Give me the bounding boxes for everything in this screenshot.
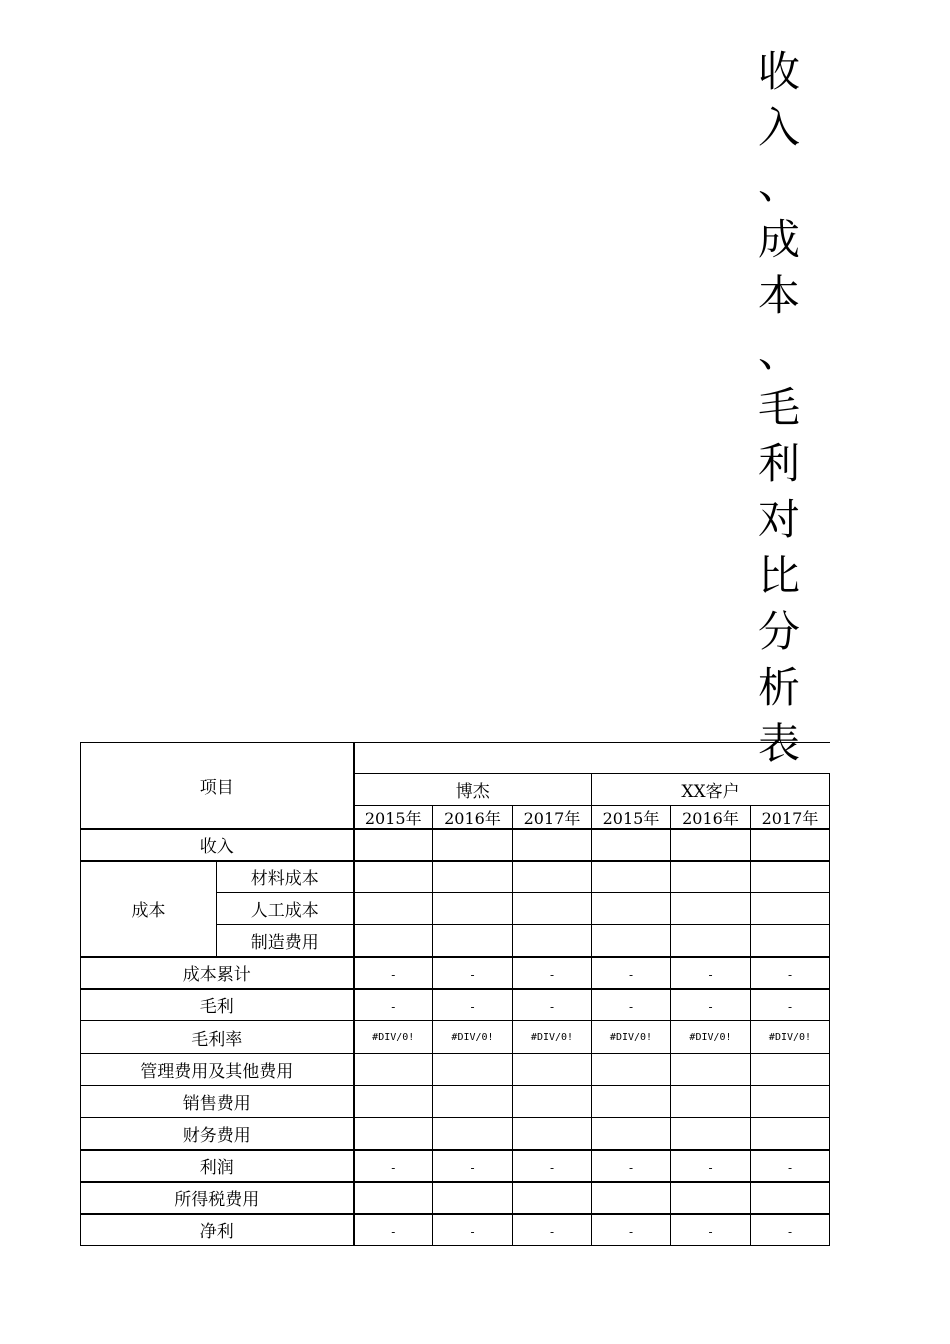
table-cell[interactable]: [513, 829, 592, 861]
table-cell[interactable]: [751, 1118, 830, 1150]
title-char: 、: [757, 327, 800, 376]
row-label-admin-expense: 管理费用及其他费用: [81, 1054, 354, 1086]
table-cell[interactable]: [751, 925, 830, 957]
table-cell[interactable]: [592, 893, 671, 925]
value-cell: -: [433, 1214, 513, 1246]
value-cell: #DIV/0!: [592, 1021, 671, 1054]
title-char: 收: [757, 47, 800, 96]
header-year: 2017年: [751, 806, 830, 829]
table-cell[interactable]: [433, 1086, 513, 1118]
row-label-manufacturing-cost: 制造费用: [217, 925, 354, 957]
table-cell[interactable]: [671, 1118, 751, 1150]
title-char: 毛: [757, 383, 800, 432]
table-cell[interactable]: [433, 1182, 513, 1214]
value-cell: #DIV/0!: [433, 1021, 513, 1054]
title-char: 比: [757, 551, 800, 600]
comparison-table: [80, 742, 830, 1246]
table-cell[interactable]: [671, 1086, 751, 1118]
table-cell[interactable]: [433, 925, 513, 957]
table-cell[interactable]: [354, 829, 433, 861]
table-cell[interactable]: [751, 829, 830, 861]
header-item: 项目: [81, 743, 354, 829]
table-cell[interactable]: [513, 925, 592, 957]
value-cell: -: [671, 957, 751, 989]
table-cell[interactable]: [592, 861, 671, 893]
table-cell[interactable]: [513, 1086, 592, 1118]
value-cell: -: [354, 1150, 433, 1182]
table-cell[interactable]: [592, 1054, 671, 1086]
header-group-xx-client: XX客户: [592, 774, 830, 806]
table-cell[interactable]: [751, 1086, 830, 1118]
value-cell: -: [751, 989, 830, 1021]
value-cell: -: [751, 1150, 830, 1182]
value-cell: -: [354, 989, 433, 1021]
value-cell: -: [592, 957, 671, 989]
value-cell: -: [513, 1214, 592, 1246]
value-cell: -: [354, 957, 433, 989]
header-top-cell: [354, 743, 830, 774]
table-cell[interactable]: [354, 1182, 433, 1214]
table-cell[interactable]: [671, 1054, 751, 1086]
value-cell: #DIV/0!: [751, 1021, 830, 1054]
header-group-bojie: 博杰: [354, 774, 592, 806]
title-char: 本: [757, 271, 800, 320]
value-cell: -: [671, 1214, 751, 1246]
value-cell: -: [592, 1214, 671, 1246]
table-cell[interactable]: [513, 1182, 592, 1214]
row-label-labor-cost: 人工成本: [217, 893, 354, 925]
table-cell[interactable]: [433, 893, 513, 925]
title-char: 利: [757, 439, 800, 488]
title-char: 入: [757, 103, 800, 152]
value-cell: -: [513, 957, 592, 989]
header-year: 2015年: [592, 806, 671, 829]
table-cell[interactable]: [433, 1118, 513, 1150]
value-cell: #DIV/0!: [354, 1021, 433, 1054]
value-cell: -: [513, 1150, 592, 1182]
value-cell: -: [592, 989, 671, 1021]
value-cell: -: [671, 989, 751, 1021]
table-cell[interactable]: [751, 861, 830, 893]
row-label-revenue: 收入: [81, 829, 354, 861]
table-cell[interactable]: [592, 1086, 671, 1118]
value-cell: -: [433, 957, 513, 989]
value-cell: -: [354, 1214, 433, 1246]
table-cell[interactable]: [671, 893, 751, 925]
row-label-income-tax: 所得税费用: [81, 1182, 354, 1214]
table-cell[interactable]: [354, 1118, 433, 1150]
table-cell[interactable]: [671, 861, 751, 893]
value-cell: #DIV/0!: [671, 1021, 751, 1054]
header-year: 2015年: [354, 806, 433, 829]
table-cell[interactable]: [354, 861, 433, 893]
title-char: 表: [757, 719, 800, 768]
row-label-profit: 利润: [81, 1150, 354, 1182]
value-cell: -: [433, 989, 513, 1021]
table-cell[interactable]: [354, 1086, 433, 1118]
value-cell: -: [751, 1214, 830, 1246]
table-cell[interactable]: [592, 1118, 671, 1150]
table-cell[interactable]: [751, 1182, 830, 1214]
table-cell[interactable]: [433, 829, 513, 861]
row-label-gross-profit: 毛利: [81, 989, 354, 1021]
table-cell[interactable]: [592, 829, 671, 861]
header-year: 2016年: [433, 806, 513, 829]
row-label-sales-expense: 销售费用: [81, 1086, 354, 1118]
table-cell[interactable]: [354, 1054, 433, 1086]
table-cell[interactable]: [751, 893, 830, 925]
title-char: 对: [757, 495, 800, 544]
title-char: 成: [757, 215, 800, 264]
title-char: 分: [757, 607, 800, 656]
table-cell[interactable]: [513, 893, 592, 925]
header-year: 2016年: [671, 806, 751, 829]
value-cell: -: [433, 1150, 513, 1182]
table-cell[interactable]: [513, 1118, 592, 1150]
row-label-finance-expense: 财务费用: [81, 1118, 354, 1150]
table-cell[interactable]: [354, 893, 433, 925]
table-cell[interactable]: [592, 1182, 671, 1214]
table-cell[interactable]: [751, 1054, 830, 1086]
value-cell: -: [513, 989, 592, 1021]
row-label-material-cost: 材料成本: [217, 861, 354, 893]
table-cell[interactable]: [671, 1182, 751, 1214]
table-cell[interactable]: [513, 1054, 592, 1086]
page-title: [749, 44, 809, 772]
table-cell[interactable]: [592, 925, 671, 957]
value-cell: #DIV/0!: [513, 1021, 592, 1054]
title-char: 析: [757, 663, 800, 712]
row-label-cost-total: 成本累计: [81, 957, 354, 989]
table-cell[interactable]: [671, 925, 751, 957]
title-char: 、: [757, 159, 800, 208]
row-label-net-profit: 净利: [81, 1214, 354, 1246]
table-cell[interactable]: [513, 861, 592, 893]
value-cell: -: [671, 1150, 751, 1182]
row-label-cost: 成本: [81, 861, 217, 957]
value-cell: -: [592, 1150, 671, 1182]
value-cell: -: [751, 957, 830, 989]
table-cell[interactable]: [433, 1054, 513, 1086]
row-label-gross-margin: 毛利率: [81, 1021, 354, 1054]
table-cell[interactable]: [354, 925, 433, 957]
table-cell[interactable]: [671, 829, 751, 861]
header-year: 2017年: [513, 806, 592, 829]
table-cell[interactable]: [433, 861, 513, 893]
